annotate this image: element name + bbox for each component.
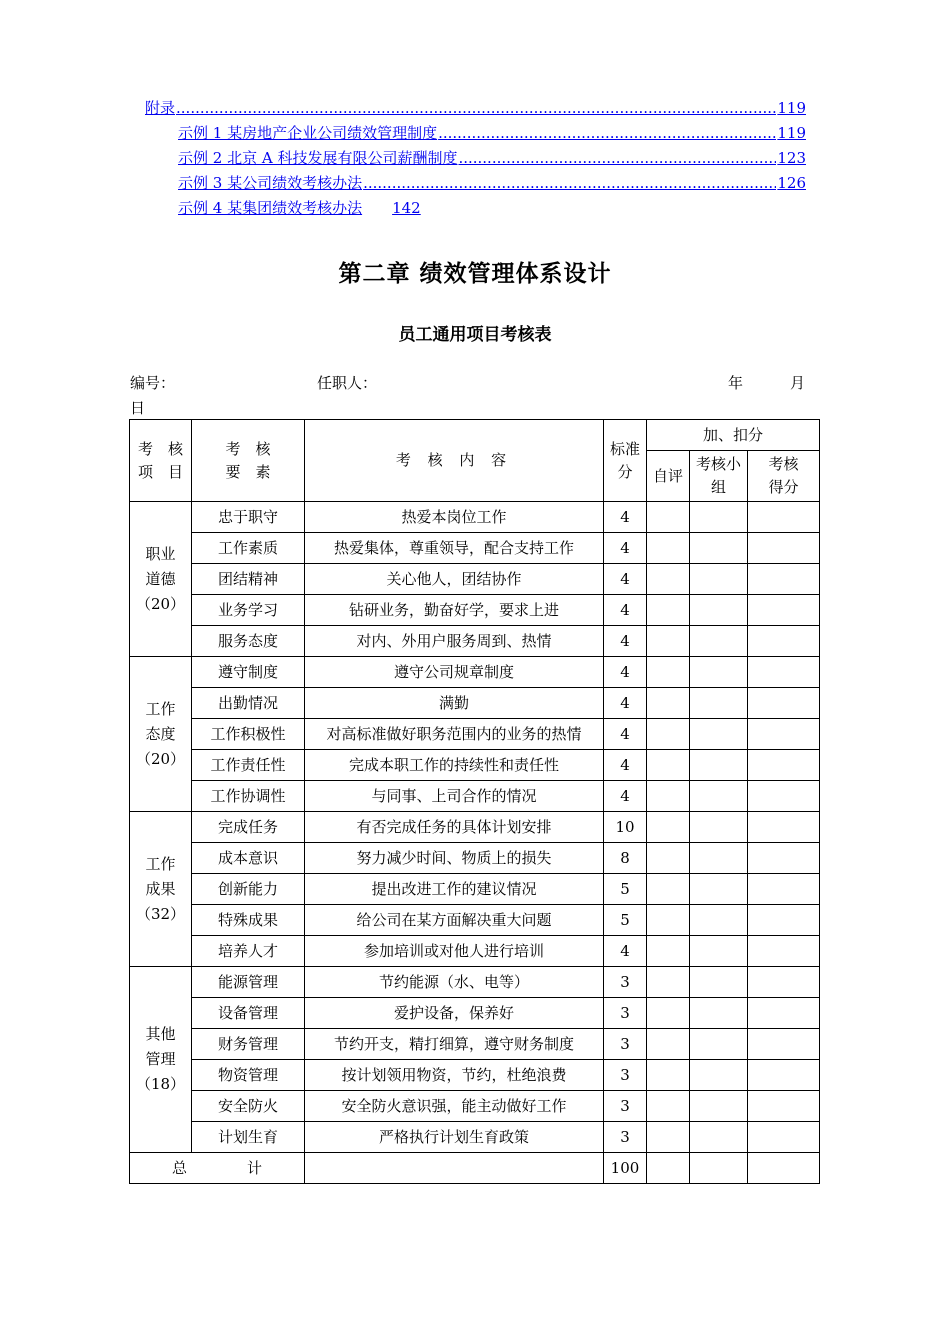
content-cell: 钻研业务，勤奋好学，要求上进: [305, 595, 604, 626]
review-group-cell[interactable]: [690, 595, 748, 626]
final-score-cell[interactable]: [748, 998, 820, 1029]
review-group-cell[interactable]: [690, 502, 748, 533]
standard-score-cell: 4: [604, 657, 647, 688]
self-eval-cell[interactable]: [647, 781, 690, 812]
element-cell: 计划生育: [192, 1122, 305, 1153]
element-cell: 完成任务: [192, 812, 305, 843]
final-score-cell[interactable]: [748, 874, 820, 905]
final-score-cell[interactable]: [748, 905, 820, 936]
content-cell: 爱护设备，保养好: [305, 998, 604, 1029]
content-cell: 与同事、上司合作的情况: [305, 781, 604, 812]
assessment-table: [129, 419, 820, 1184]
table-row: [130, 936, 820, 967]
content-cell: 努力减少时间、物质上的损失: [305, 843, 604, 874]
element-cell: 团结精神: [192, 564, 305, 595]
element-cell: 服务态度: [192, 626, 305, 657]
standard-score-cell: 8: [604, 843, 647, 874]
final-score-cell[interactable]: [748, 719, 820, 750]
total-self-eval-cell[interactable]: [647, 1153, 690, 1184]
self-eval-cell[interactable]: [647, 688, 690, 719]
table-row: [130, 626, 820, 657]
header-element: 考 核 要 素: [192, 420, 305, 502]
standard-score-cell: 3: [604, 1091, 647, 1122]
final-score-cell[interactable]: [748, 688, 820, 719]
self-eval-cell[interactable]: [647, 595, 690, 626]
self-eval-cell[interactable]: [647, 626, 690, 657]
self-eval-cell[interactable]: [647, 905, 690, 936]
review-group-cell[interactable]: [690, 998, 748, 1029]
table-row: [130, 1091, 820, 1122]
self-eval-cell[interactable]: [647, 1091, 690, 1122]
post-holder-label: 任职人：: [317, 374, 378, 392]
final-score-cell[interactable]: [748, 967, 820, 998]
element-cell: 忠于职守: [192, 502, 305, 533]
review-group-cell[interactable]: [690, 626, 748, 657]
table-row: [130, 1122, 820, 1153]
table-row: [130, 843, 820, 874]
category-cell: 其他 管理 （18）: [130, 967, 192, 1153]
content-cell: 给公司在某方面解决重大问题: [305, 905, 604, 936]
total-score: 100: [604, 1153, 647, 1184]
review-group-cell[interactable]: [690, 781, 748, 812]
standard-score-cell: 3: [604, 1122, 647, 1153]
self-eval-cell[interactable]: [647, 719, 690, 750]
total-group-cell[interactable]: [690, 1153, 748, 1184]
day-label: 日: [130, 399, 146, 417]
toc-link-example-2[interactable]: 示例 2 北京 A 科技发展有限公司薪酬制度 ..... 123: [178, 147, 806, 169]
final-score-cell[interactable]: [748, 843, 820, 874]
self-eval-cell[interactable]: [647, 750, 690, 781]
review-group-cell[interactable]: [690, 564, 748, 595]
table-row: [130, 967, 820, 998]
header-adjustment: 加、扣分: [647, 420, 820, 451]
self-eval-cell[interactable]: [647, 502, 690, 533]
self-eval-cell[interactable]: [647, 967, 690, 998]
self-eval-cell[interactable]: [647, 843, 690, 874]
content-cell: 节约开支，精打细算，遵守财务制度: [305, 1029, 604, 1060]
final-score-cell[interactable]: [748, 1029, 820, 1060]
self-eval-cell[interactable]: [647, 657, 690, 688]
self-eval-cell[interactable]: [647, 936, 690, 967]
content-cell: 按计划领用物资，节约，杜绝浪费: [305, 1060, 604, 1091]
standard-score-cell: 4: [604, 502, 647, 533]
element-cell: 财务管理: [192, 1029, 305, 1060]
review-group-cell[interactable]: [690, 719, 748, 750]
standard-score-cell: 4: [604, 719, 647, 750]
header-item: 考 核 项 目: [130, 420, 192, 502]
chapter-title: 第二章 绩效管理体系设计: [338, 260, 612, 287]
standard-score-cell: 5: [604, 874, 647, 905]
total-content-cell[interactable]: [305, 1153, 604, 1184]
element-cell: 工作素质: [192, 533, 305, 564]
table-row: [130, 750, 820, 781]
final-score-cell[interactable]: [748, 812, 820, 843]
element-cell: 遵守制度: [192, 657, 305, 688]
category-cell: 工作 态度 （20）: [130, 657, 192, 812]
content-cell: 对内、外用户服务周到、热情: [305, 626, 604, 657]
category-cell: 工作 成果 （32）: [130, 812, 192, 967]
review-group-cell[interactable]: [690, 874, 748, 905]
total-label: 总 计: [130, 1153, 305, 1184]
final-score-cell[interactable]: [748, 1122, 820, 1153]
element-cell: 物资管理: [192, 1060, 305, 1091]
header-standard-score: 标准 分: [604, 420, 647, 502]
total-final-cell[interactable]: [748, 1153, 820, 1184]
toc-link-appendix[interactable]: 附录 ..... 119: [145, 97, 806, 119]
self-eval-cell[interactable]: [647, 533, 690, 564]
element-cell: 成本意识: [192, 843, 305, 874]
review-group-cell[interactable]: [690, 936, 748, 967]
toc-link-example-3[interactable]: 示例 3 某公司绩效考核办法 ..... 126: [178, 172, 806, 194]
category-cell: 职业 道德 （20）: [130, 502, 192, 657]
standard-score-cell: 4: [604, 626, 647, 657]
final-score-cell[interactable]: [748, 781, 820, 812]
header-review-group: 考核小 组: [690, 451, 748, 502]
element-cell: 工作积极性: [192, 719, 305, 750]
final-score-cell[interactable]: [748, 533, 820, 564]
review-group-cell[interactable]: [690, 1122, 748, 1153]
standard-score-cell: 4: [604, 533, 647, 564]
standard-score-cell: 4: [604, 564, 647, 595]
header-self-eval: 自评: [647, 451, 690, 502]
table-row: [130, 812, 820, 843]
final-score-cell[interactable]: [748, 1091, 820, 1122]
table-row: [130, 1029, 820, 1060]
table-row: [130, 688, 820, 719]
standard-score-cell: 4: [604, 688, 647, 719]
review-group-cell[interactable]: [690, 657, 748, 688]
table-row: [130, 998, 820, 1029]
table-row: [130, 905, 820, 936]
month-label: 月: [790, 374, 806, 392]
content-cell: 满勤: [305, 688, 604, 719]
element-cell: 业务学习: [192, 595, 305, 626]
standard-score-cell: 4: [604, 750, 647, 781]
element-cell: 安全防火: [192, 1091, 305, 1122]
self-eval-cell[interactable]: [647, 1029, 690, 1060]
content-cell: 完成本职工作的持续性和责任性: [305, 750, 604, 781]
content-cell: 安全防火意识强，能主动做好工作: [305, 1091, 604, 1122]
final-score-cell[interactable]: [748, 564, 820, 595]
standard-score-cell: 4: [604, 781, 647, 812]
content-cell: 有否完成任务的具体计划安排: [305, 812, 604, 843]
self-eval-cell[interactable]: [647, 998, 690, 1029]
table-row: [130, 781, 820, 812]
final-score-cell[interactable]: [748, 936, 820, 967]
table-row: [130, 719, 820, 750]
review-group-cell[interactable]: [690, 533, 748, 564]
number-label: 编号：: [130, 374, 176, 392]
table-row: [130, 1060, 820, 1091]
element-cell: 创新能力: [192, 874, 305, 905]
standard-score-cell: 4: [604, 595, 647, 626]
content-cell: 热爱本岗位工作: [305, 502, 604, 533]
review-group-cell[interactable]: [690, 750, 748, 781]
standard-score-cell: 3: [604, 967, 647, 998]
content-cell: 节约能源（水、电等）: [305, 967, 604, 998]
standard-score-cell: 3: [604, 1060, 647, 1091]
standard-score-cell: 4: [604, 936, 647, 967]
content-cell: 严格执行计划生育政策: [305, 1122, 604, 1153]
content-cell: 遵守公司规章制度: [305, 657, 604, 688]
table-row: [130, 533, 820, 564]
review-group-cell[interactable]: [690, 688, 748, 719]
final-score-cell[interactable]: [748, 502, 820, 533]
year-label: 年: [728, 374, 744, 392]
header-content: 考 核 内 容: [305, 420, 604, 502]
self-eval-cell[interactable]: [647, 812, 690, 843]
self-eval-cell[interactable]: [647, 1122, 690, 1153]
table-row: [130, 564, 820, 595]
content-cell: 参加培训或对他人进行培训: [305, 936, 604, 967]
element-cell: 设备管理: [192, 998, 305, 1029]
element-cell: 能源管理: [192, 967, 305, 998]
review-group-cell[interactable]: [690, 1029, 748, 1060]
element-cell: 出勤情况: [192, 688, 305, 719]
element-cell: 工作协调性: [192, 781, 305, 812]
review-group-cell[interactable]: [690, 843, 748, 874]
review-group-cell[interactable]: [690, 967, 748, 998]
content-cell: 对高标准做好职务范围内的业务的热情: [305, 719, 604, 750]
content-cell: 提出改进工作的建议情况: [305, 874, 604, 905]
final-score-cell[interactable]: [748, 595, 820, 626]
table-row: [130, 502, 820, 533]
table-row: [130, 874, 820, 905]
toc-link-example-4[interactable]: 示例 4 某集团绩效考核办法 142: [178, 199, 421, 217]
content-cell: 热爱集体，尊重领导，配合支持工作: [305, 533, 604, 564]
table-row: [130, 595, 820, 626]
self-eval-cell[interactable]: [647, 564, 690, 595]
review-group-cell[interactable]: [690, 1060, 748, 1091]
final-score-cell[interactable]: [748, 657, 820, 688]
table-row: [130, 657, 820, 688]
review-group-cell[interactable]: [690, 812, 748, 843]
final-score-cell[interactable]: [748, 626, 820, 657]
final-score-cell[interactable]: [748, 1060, 820, 1091]
content-cell: 关心他人，团结协作: [305, 564, 604, 595]
form-title: 员工通用项目考核表: [398, 325, 552, 345]
element-cell: 工作责任性: [192, 750, 305, 781]
header-final-score: 考核 得分: [748, 451, 820, 502]
standard-score-cell: 5: [604, 905, 647, 936]
toc-link-example-1[interactable]: 示例 1 某房地产企业公司绩效管理制度 ..... 119: [178, 122, 806, 144]
standard-score-cell: 3: [604, 1029, 647, 1060]
final-score-cell[interactable]: [748, 750, 820, 781]
self-eval-cell[interactable]: [647, 874, 690, 905]
review-group-cell[interactable]: [690, 905, 748, 936]
standard-score-cell: 10: [604, 812, 647, 843]
self-eval-cell[interactable]: [647, 1060, 690, 1091]
element-cell: 培养人才: [192, 936, 305, 967]
standard-score-cell: 3: [604, 998, 647, 1029]
review-group-cell[interactable]: [690, 1091, 748, 1122]
element-cell: 特殊成果: [192, 905, 305, 936]
